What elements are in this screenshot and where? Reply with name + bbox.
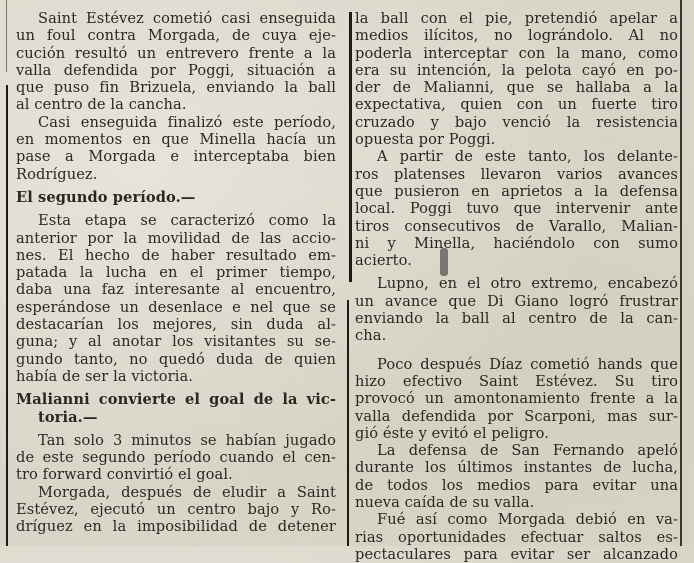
text-line: ni y Minella, haciéndolo con sumo <box>355 234 678 252</box>
paragraph <box>355 511 678 563</box>
text-line: gió éste y evitó el peligro. <box>355 424 549 442</box>
text-line: Fué así como Morgada debió en va- <box>377 511 678 529</box>
text-line: que puso fin Brizuela, enviando la ball <box>16 79 336 97</box>
text-line: Tan solo 3 minutos se habían jugado <box>38 431 336 449</box>
right-column <box>355 10 678 563</box>
text-line: valla defendida por Poggi, situación a <box>16 61 336 79</box>
paragraph <box>16 114 336 183</box>
paragraph <box>16 484 336 536</box>
text-line: local. Poggi tuvo que intervenir ante <box>355 200 678 218</box>
text-line: Casi enseguida finalizó este período, <box>38 113 336 131</box>
text-line: destacarían los mejores, sin duda al- <box>16 316 336 334</box>
right-column-rule <box>680 0 682 546</box>
text-line: pectaculares para evitar ser alcanzado <box>355 545 678 563</box>
text-line: gundo tanto, no quedó duda de quien <box>16 350 336 368</box>
text-line: al centro de la cancha. <box>16 96 187 114</box>
text-line: La defensa de San Fernando apeló <box>377 442 678 460</box>
text-line: hizo efectivo Saint Estévez. Su tiro <box>355 372 678 390</box>
text-line: un avance que Di Giano logró frustrar <box>355 292 678 310</box>
text-line: nueva caída de su valla. <box>355 494 535 512</box>
paragraph <box>355 148 678 269</box>
text-line: medios ilícitos, no lográndolo. Al no <box>355 27 678 45</box>
text-line: ros platenses llevaron varios avances <box>355 165 678 183</box>
text-line: que pusieron en aprietos a la defensa <box>355 182 678 200</box>
text-line: Saint Estévez cometió casi enseguida <box>38 10 336 27</box>
text-line: tro forward convirtió el goal. <box>16 466 233 484</box>
text-line: valla defendida por Scarponi, mas sur- <box>355 407 678 425</box>
text-line: guna; y al anotar los visitantes su se- <box>16 333 336 351</box>
text-line: A partir de este tanto, los delante- <box>377 148 678 166</box>
section-heading: Malianni convierte el goal de la vic- <box>16 391 336 409</box>
text-line: en momentos en que Minella hacía un <box>16 131 336 149</box>
text-line: der de Malianni, que se hallaba a la <box>355 79 678 97</box>
text-line: cruzado y bajo venció la resistencia <box>355 113 678 131</box>
paragraph <box>355 10 678 148</box>
text-line: de este segundo período cuando el cen- <box>16 449 336 467</box>
text-line: Morgada, después de eludir a Saint <box>38 483 336 501</box>
text-line: Esta etapa se caracterizó como la <box>38 212 336 230</box>
left-column-rule <box>6 85 8 546</box>
paragraph <box>355 275 678 344</box>
text-line: durante los últimos instantes de lucha, <box>355 459 678 477</box>
text-line: anterior por la movilidad de las accio- <box>16 229 336 247</box>
paragraph <box>355 442 678 511</box>
text-line: daba una faz interesante al encuentro, <box>16 281 336 299</box>
text-line: Lupno, en el otro extremo, encabezó <box>377 275 678 293</box>
paragraph <box>16 432 336 484</box>
spacer <box>355 345 678 356</box>
text-line: cha. <box>355 327 387 345</box>
text-line: expectativa, quien con un fuerte tiro <box>355 96 678 114</box>
paragraph <box>355 356 678 442</box>
column-divider-upper <box>349 12 352 282</box>
paragraph <box>16 212 336 385</box>
section-heading-continuation: toria.— <box>38 408 98 426</box>
text-line: provocó un amontonamiento frente a la <box>355 390 678 408</box>
text-line: enviando la ball al centro de la can- <box>355 310 678 328</box>
text-line: esperándose un desenlace e nel que se <box>16 298 336 316</box>
section-heading: El segundo período.— <box>16 188 196 206</box>
text-line: opuesta por Poggi. <box>355 131 496 149</box>
left-edge-rule-top <box>6 0 7 72</box>
text-line: cución resultó un entrevero frente a la <box>16 44 336 62</box>
text-line: Poco después Díaz cometió hands que <box>377 355 678 373</box>
paragraph <box>16 10 336 114</box>
text-line: un foul contra Morgada, de cuya eje- <box>16 27 336 45</box>
text-line: poderla interceptar con la mano, como <box>355 44 678 62</box>
text-line: Estévez, ejecutó un centro bajo y Ro- <box>16 501 336 519</box>
text-line: acierto. <box>355 252 412 270</box>
text-line: había de ser la victoria. <box>16 367 194 385</box>
text-line: rias oportunidades efectuar saltos es- <box>355 528 678 546</box>
text-line: tiros consecutivos de Varallo, Malian- <box>355 217 678 235</box>
column-divider-lower <box>347 300 349 546</box>
text-line: de todos los medios para evitar una <box>355 476 678 494</box>
text-line: la ball con el pie, pretendió apelar a <box>355 10 678 27</box>
text-line: dríguez en la imposibilidad de detener <box>16 518 336 536</box>
text-line: pase a Morgada e interceptaba bien <box>16 148 336 166</box>
text-line: Rodríguez. <box>16 165 98 183</box>
text-line: nes. El hecho de haber resultado em- <box>16 246 336 264</box>
text-line: patada la lucha en el primer tiempo, <box>16 264 336 282</box>
text-line: era su intención, la pelota cayó en po- <box>355 61 678 79</box>
left-column <box>16 10 336 546</box>
